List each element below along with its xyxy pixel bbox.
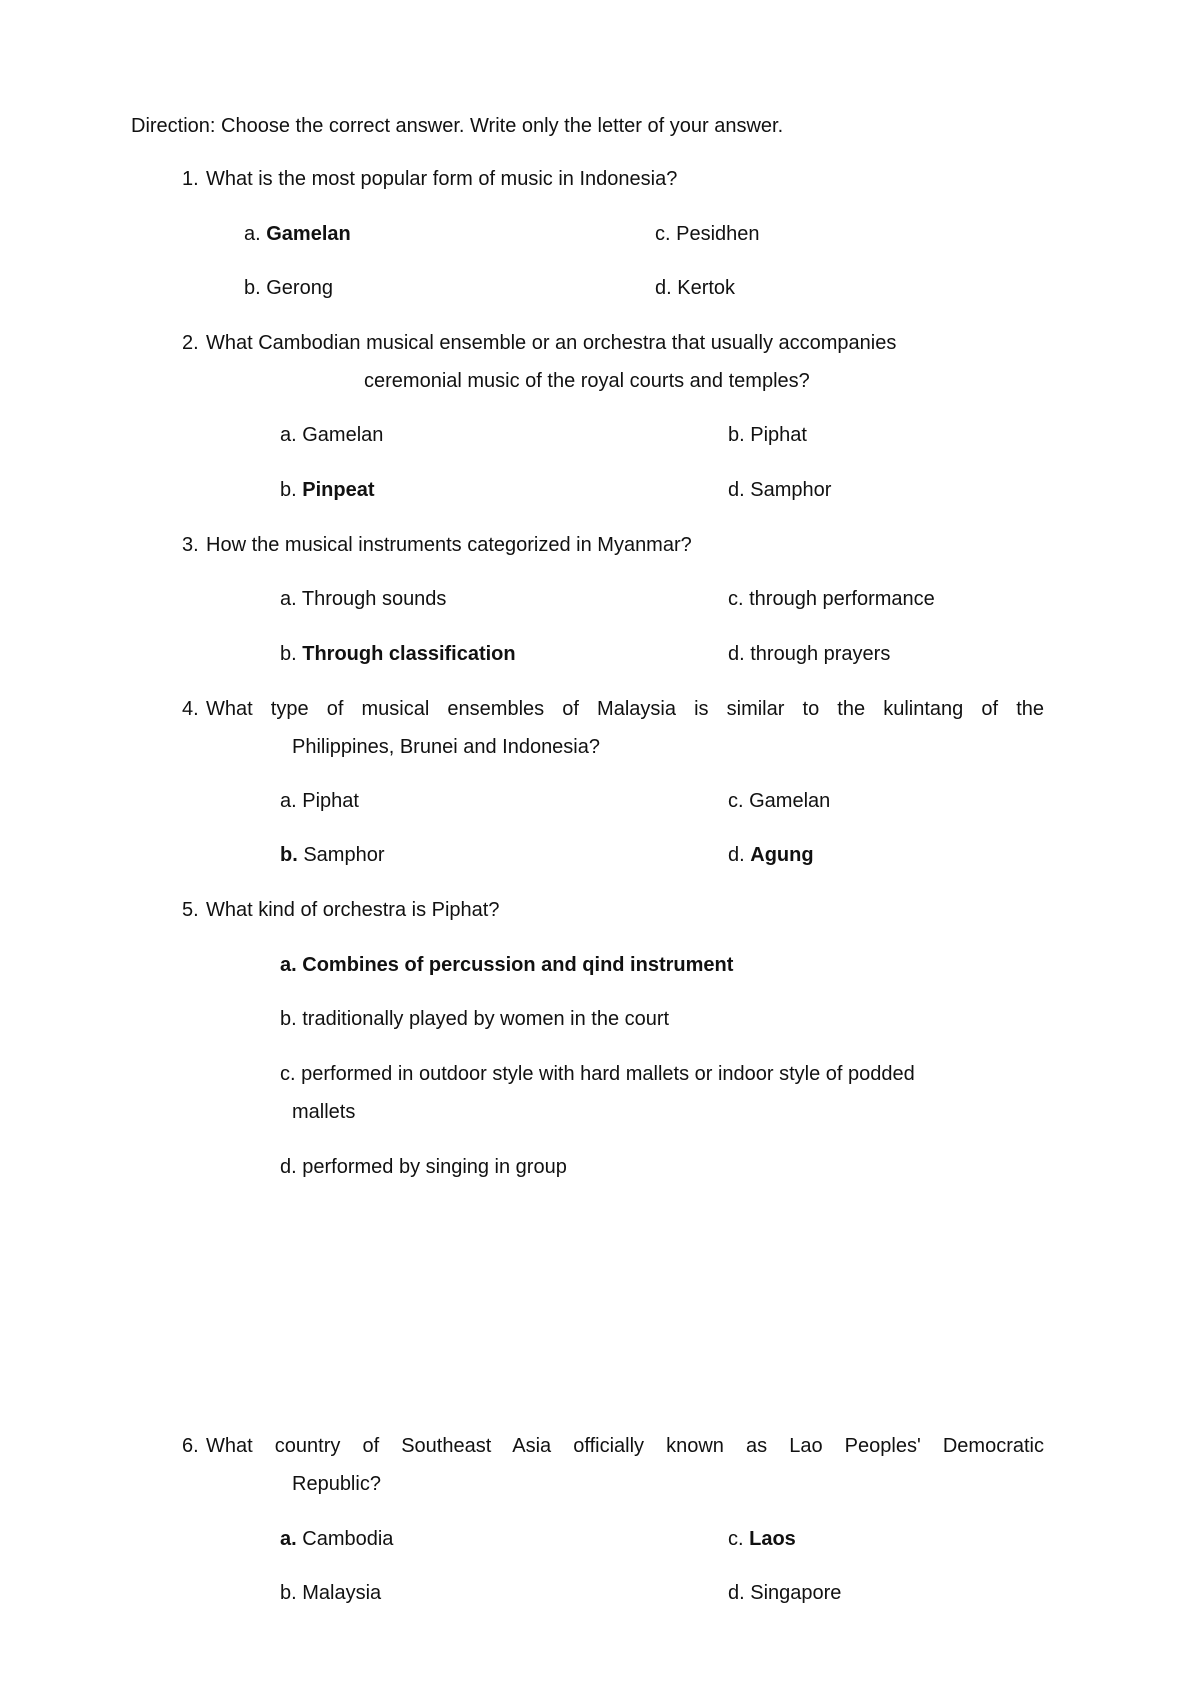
q4-text-line2: Philippines, Brunei and Indonesia?	[292, 736, 600, 758]
q1-option-a	[244, 221, 351, 247]
q4-option-a-text: Piphat	[302, 790, 359, 812]
q6-text-line2: Republic?	[292, 1473, 381, 1495]
q5-option-b: b. traditionally played by women in the court	[280, 1008, 670, 1030]
q4-option-c-text: Gamelan	[749, 790, 831, 812]
q4-option-b-letter: b.	[280, 844, 298, 866]
q6-option-c-text: Laos	[749, 1528, 796, 1550]
q6-option-c	[728, 1526, 796, 1552]
q3-option-b	[280, 641, 516, 667]
q2-option-b-piphat	[728, 422, 807, 448]
q1-number: 1.	[182, 168, 199, 190]
q2-option-b-pinpeat	[280, 477, 375, 503]
q5-option-a-text: Combines of percussion and qind instrument	[302, 954, 734, 976]
q2-option-b-pinpeat-text: Pinpeat	[302, 479, 375, 501]
q3-option-c	[728, 586, 935, 612]
q1-option-d	[655, 275, 735, 301]
q3-number: 3.	[182, 534, 199, 556]
q6-option-d-text: Singapore	[750, 1582, 842, 1604]
q5-option-a-letter: a.	[280, 954, 297, 976]
q2-option-d	[728, 477, 831, 503]
q6-option-a-letter: a.	[280, 1528, 297, 1550]
q1-option-b-letter: b.	[244, 277, 261, 299]
q2-text-line1: What Cambodian musical ensemble or an orchestra that usually accompanies	[206, 332, 897, 354]
q4-number: 4.	[182, 698, 199, 720]
q4-option-d-letter: d.	[728, 844, 745, 866]
q1-option-a-letter: a.	[244, 223, 261, 245]
q5-option-a	[280, 952, 733, 978]
q6-option-c-letter: c.	[728, 1528, 744, 1550]
q2-option-a-letter: a.	[280, 424, 297, 446]
q3-option-c-text: through performance	[749, 588, 935, 610]
q1-option-b-text: Gerong	[266, 277, 333, 299]
q3-option-d-text: through prayers	[750, 643, 891, 665]
q2-option-b-pinpeat-letter: b.	[280, 479, 297, 501]
q4-option-a	[280, 788, 359, 814]
q1-option-d-text: Kertok	[677, 277, 736, 299]
q6-option-b-text: Malaysia	[302, 1582, 382, 1604]
q1-option-a-text: Gamelan	[266, 223, 351, 245]
q2-option-d-text: Samphor	[750, 479, 832, 501]
q1-option-c-text: Pesidhen	[676, 223, 760, 245]
q4-option-c-letter: c.	[728, 790, 744, 812]
q3-option-c-letter: c.	[728, 588, 744, 610]
q5-option-d: d. performed by singing in group	[280, 1156, 567, 1178]
q2-option-d-letter: d.	[728, 479, 745, 501]
q3-option-d-letter: d.	[728, 643, 745, 665]
q3-option-b-text: Through classification	[302, 643, 516, 665]
q4-text-line1: What type of musical ensembles of Malaysia is similar to the kulintang of the	[206, 698, 1044, 720]
q3-option-b-letter: b.	[280, 643, 297, 665]
q2-option-a	[280, 422, 383, 448]
q2-option-b-piphat-letter: b.	[728, 424, 745, 446]
q4-option-c	[728, 788, 830, 814]
q6-option-d	[728, 1580, 841, 1606]
q6-option-a	[280, 1526, 393, 1552]
q6-option-b	[280, 1580, 381, 1606]
q1-option-c-letter: c.	[655, 223, 671, 245]
q3-option-d	[728, 641, 890, 667]
q6-text-line1: What country of Southeast Asia officially known as Lao Peoples' Democratic	[206, 1435, 1044, 1457]
q2-number: 2.	[182, 332, 199, 354]
q6-number: 6.	[182, 1435, 199, 1457]
q5-option-c-line1: c. performed in outdoor style with hard mallets or indoor style of podded	[280, 1063, 915, 1085]
q3-option-a	[280, 586, 446, 612]
q6-option-a-text: Cambodia	[302, 1528, 394, 1550]
q3-text: How the musical instruments categorized in Myanmar?	[206, 534, 692, 556]
q5-text: What kind of orchestra is Piphat?	[206, 899, 500, 921]
q2-option-a-text: Gamelan	[302, 424, 384, 446]
q1-option-d-letter: d.	[655, 277, 672, 299]
direction-text: Direction: Choose the correct answer. Write only the letter of your answer.	[131, 115, 784, 137]
q2-option-b-piphat-text: Piphat	[750, 424, 807, 446]
q4-option-b	[280, 842, 385, 868]
q1-text: What is the most popular form of music in Indonesia?	[206, 168, 678, 190]
q2-text-line2: ceremonial music of the royal courts and temples?	[364, 370, 810, 392]
q4-option-d	[728, 842, 814, 868]
q3-option-a-text: Through sounds	[301, 588, 447, 610]
q5-number: 5.	[182, 899, 199, 921]
q4-option-a-letter: a.	[280, 790, 297, 812]
q3-option-a-letter: a.	[280, 588, 297, 610]
q6-option-d-letter: d.	[728, 1582, 745, 1604]
q1-option-b	[244, 275, 333, 301]
q4-option-d-text: Agung	[750, 844, 814, 866]
q4-option-b-text: Samphor	[303, 844, 385, 866]
q6-option-b-letter: b.	[280, 1582, 297, 1604]
q5-option-c-line2: mallets	[292, 1101, 356, 1123]
q1-option-c	[655, 221, 760, 247]
